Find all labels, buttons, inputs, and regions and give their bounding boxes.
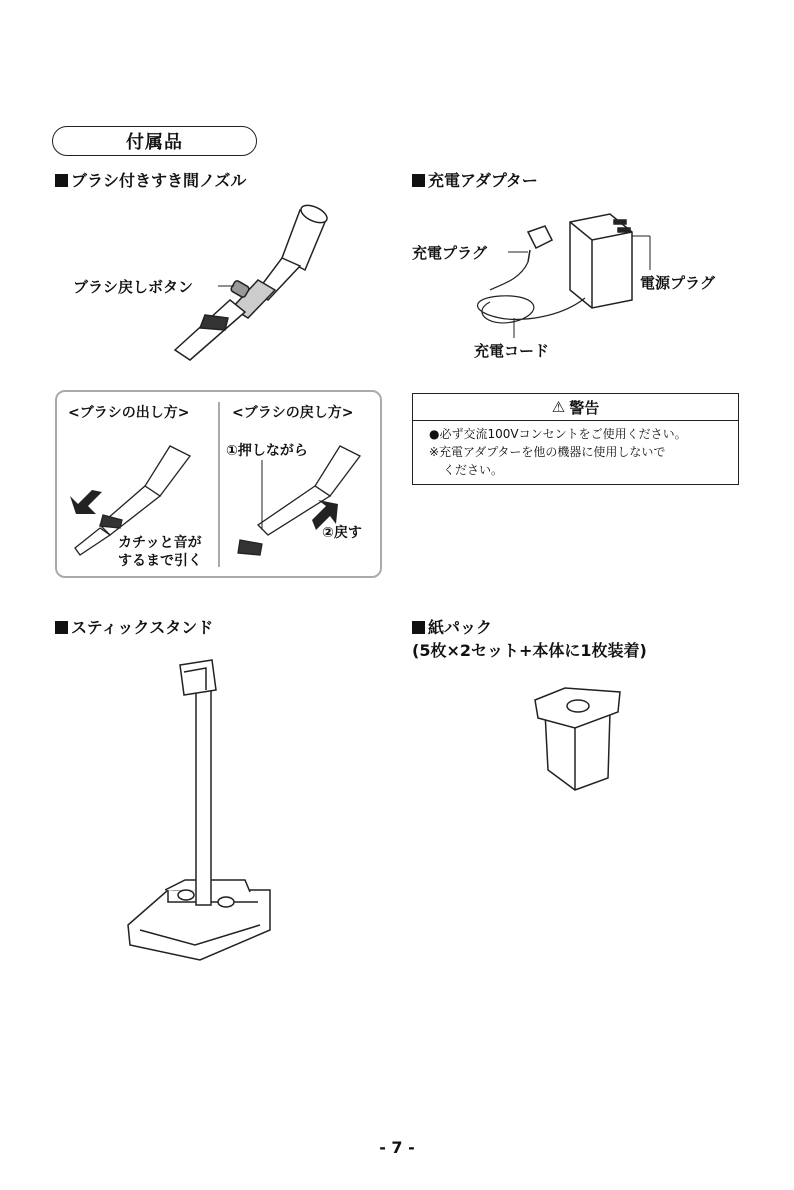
warning-line3: ください。: [443, 463, 504, 477]
paper-pack-heading-text: 紙パック: [428, 618, 493, 637]
warning-line1: ●必ず交流100Vコンセントをご使用ください。: [429, 427, 687, 441]
click-line2: するまで引く: [118, 553, 202, 569]
warning-title: 警告: [569, 398, 600, 417]
brush-return-button-callout: ブラシ戻しボタン: [73, 278, 194, 296]
section-title: 付属品: [52, 126, 257, 156]
paper-pack-subheading: (5枚×2セット+本体に1枚装着): [412, 641, 647, 660]
charging-plug-label: 充電プラグ: [412, 244, 488, 262]
step1-label: ①押しながら: [226, 443, 308, 459]
page-number: - 7 -: [379, 1138, 415, 1157]
retract-title: <ブラシの戻し方>: [232, 405, 354, 421]
warning-line2: ※充電アダプターを他の機器に使用しないで: [429, 445, 666, 459]
stand-heading-text: スティックスタンド: [71, 618, 214, 637]
power-plug-label: 電源プラグ: [640, 274, 716, 292]
charging-cord-label: 充電コード: [474, 342, 550, 360]
warning-triangle-icon: ⚠: [551, 398, 566, 416]
click-line1: カチッと音が: [118, 535, 202, 551]
brush-nozzle-heading-text: ブラシ付きすき間ノズル: [71, 171, 247, 190]
step2-label: ②戻す: [322, 525, 362, 541]
adapter-heading-text: 充電アダプター: [428, 171, 538, 190]
extend-title: <ブラシの出し方>: [68, 405, 190, 421]
